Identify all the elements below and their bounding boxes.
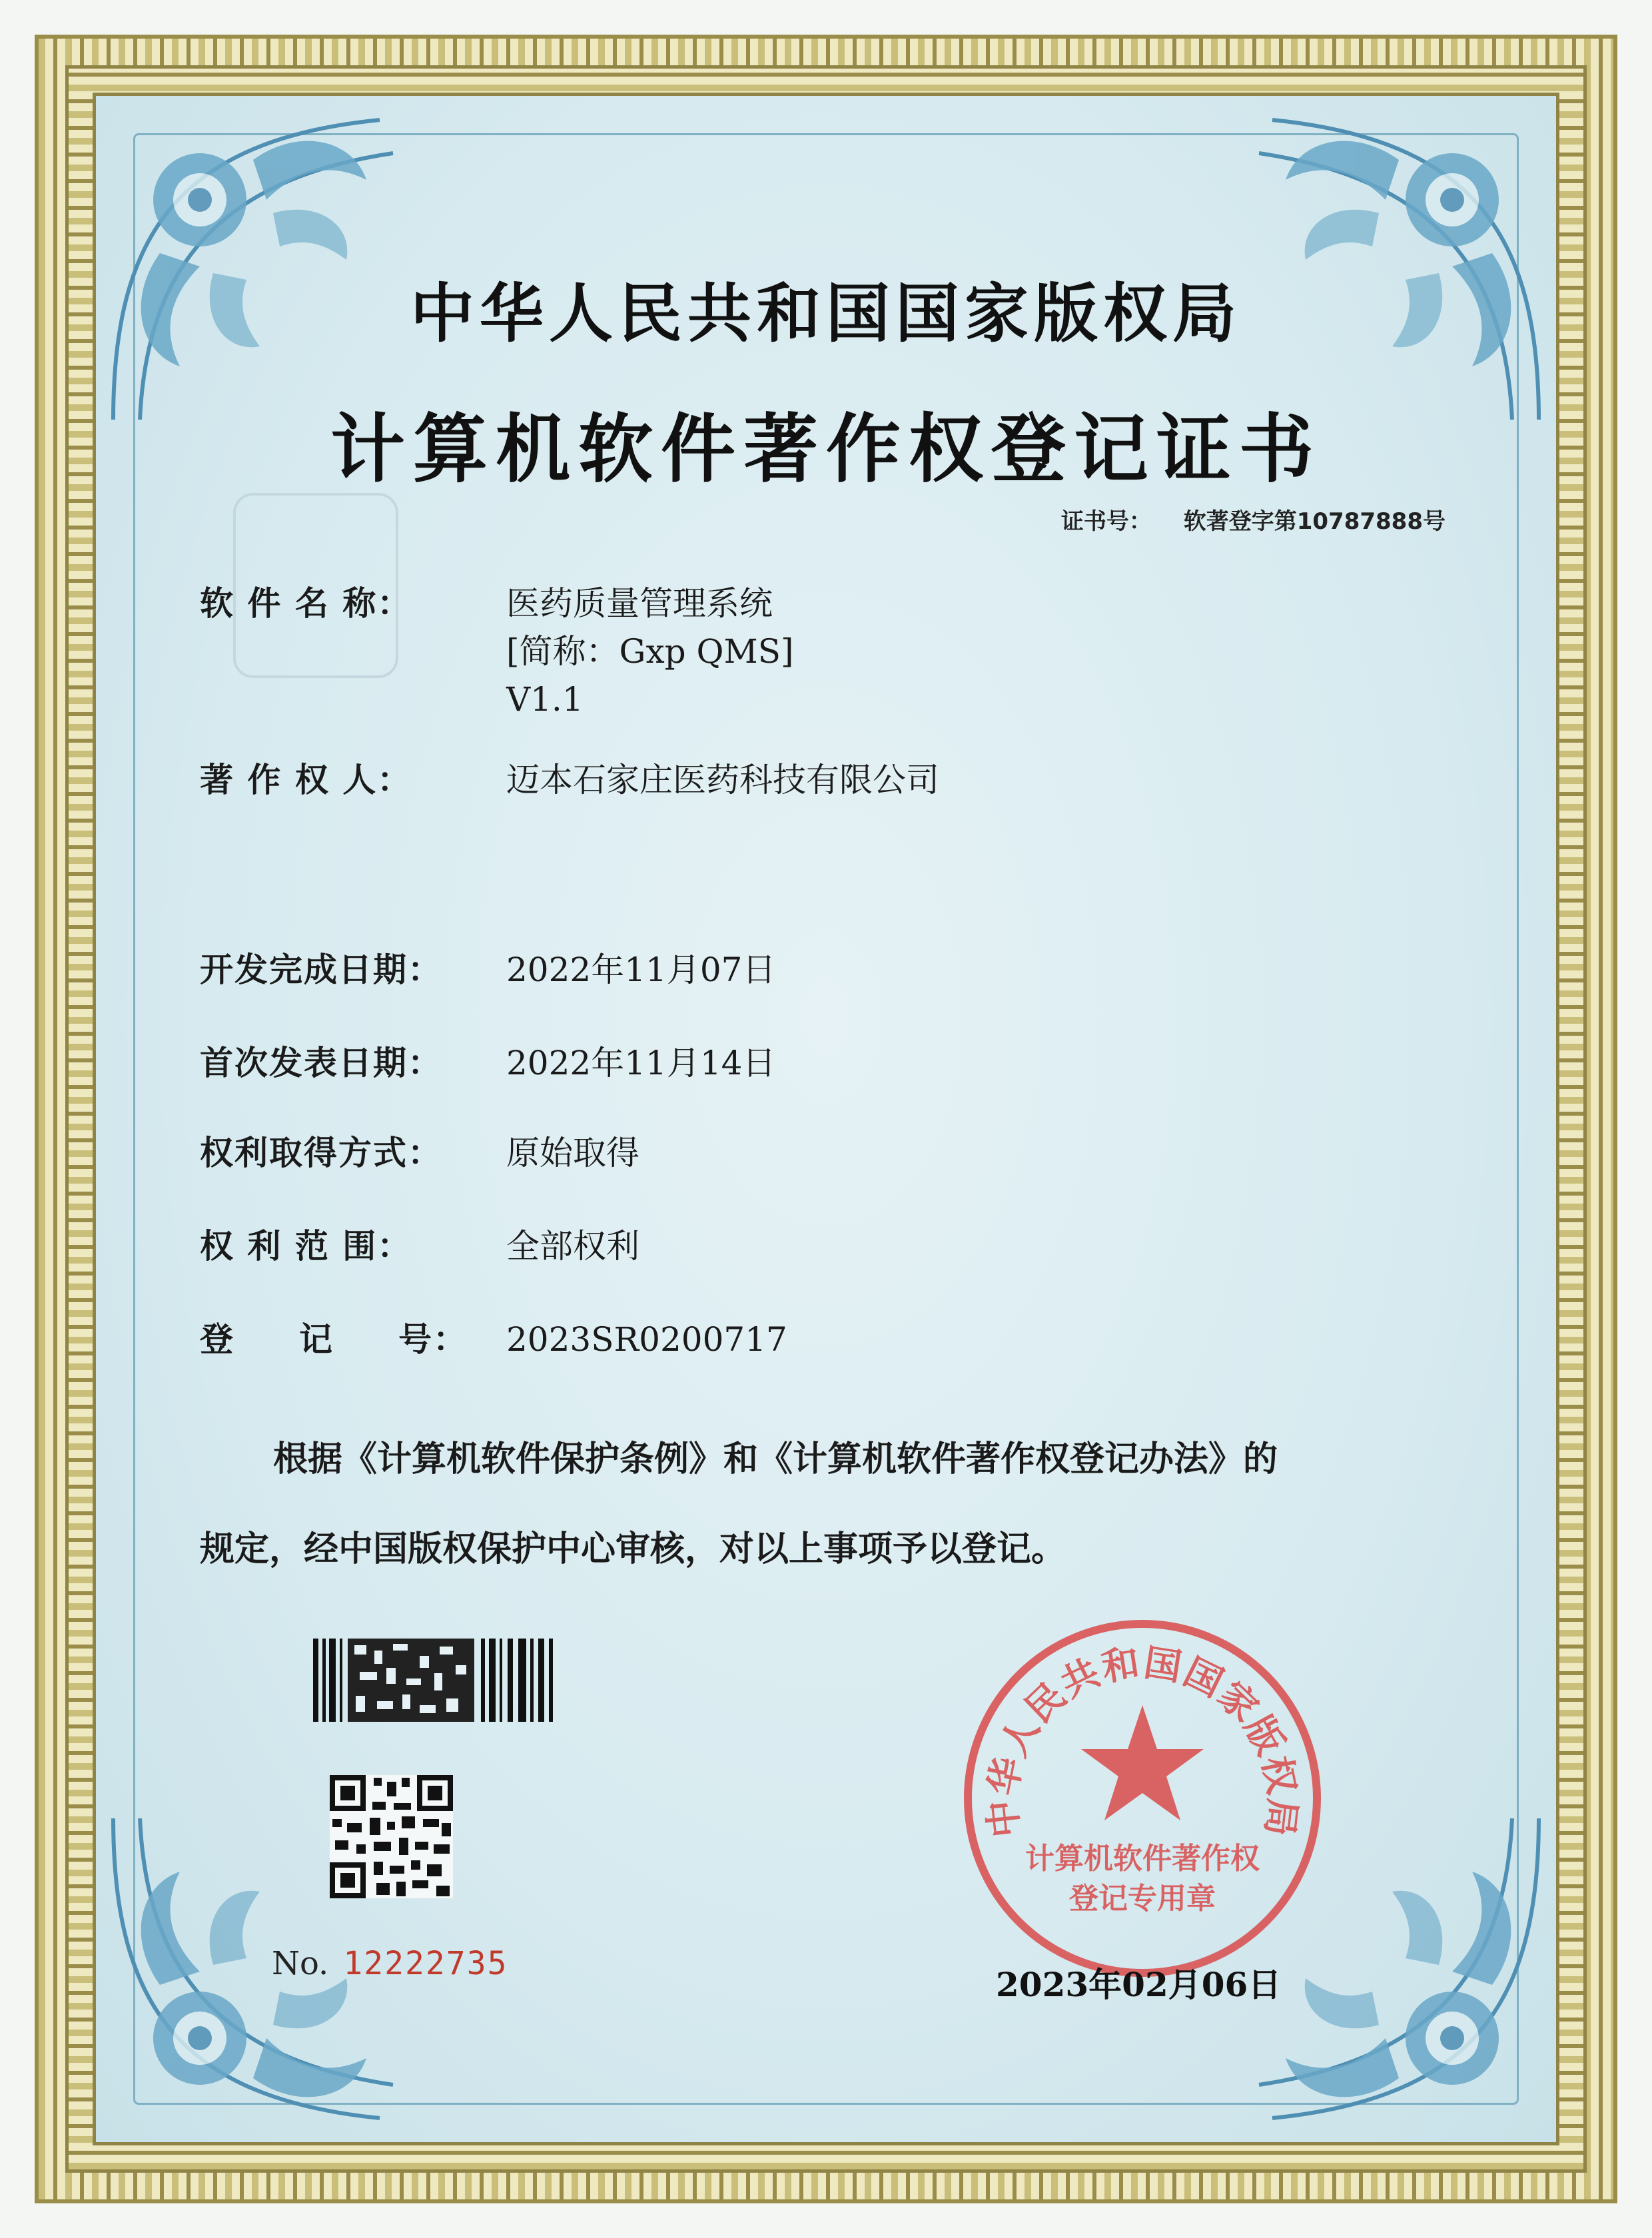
field-first-publish-date — [200, 1039, 776, 1087]
field-value: 2022年11月14日 — [506, 1044, 776, 1082]
field-completion-date — [200, 946, 776, 994]
field-label: 著 作 权 人： — [200, 761, 412, 799]
field-label: 首次发表日期： — [200, 1044, 442, 1082]
certificate-number — [1061, 503, 1446, 536]
field-label: 登 记 号： — [200, 1320, 468, 1359]
seal-inner-text-2: 登记专用章 — [1069, 1882, 1216, 1916]
certificate-number-value: 软著登字第10787888号 — [1183, 508, 1446, 535]
seal-inner-text-1: 计算机软件著作权 — [1025, 1842, 1260, 1876]
field-value: 原始取得 — [506, 1134, 639, 1172]
serial-number-label: No. — [272, 1945, 329, 1982]
field-value: 迈本石家庄医药科技有限公司 — [506, 761, 939, 799]
issue-date: 2023年02月06日 — [996, 1965, 1282, 2004]
software-version-line: V1.1 — [506, 680, 584, 719]
field-rights-scope — [200, 1222, 639, 1270]
field-acquisition-method — [200, 1129, 639, 1177]
serial-number — [272, 1945, 508, 1982]
statement-line-2: 规定，经中国版权保护中心审核，对以上事项予以登记。 — [200, 1529, 1066, 1569]
field-label: 软 件 名 称： — [200, 584, 412, 623]
issuing-authority: 中华人民共和国国家版权局 — [410, 276, 1242, 351]
certificate-number-label: 证书号： — [1060, 508, 1152, 535]
field-value: 2022年11月07日 — [506, 950, 776, 989]
statement-line-1: 根据《计算机软件保护条例》和《计算机软件著作权登记办法》的 — [273, 1439, 1278, 1479]
software-abbreviation-line: [简称：Gxp QMS] — [506, 632, 794, 671]
certificate-title: 计算机软件著作权登记证书 — [330, 406, 1322, 493]
field-value: 全部权利 — [506, 1227, 639, 1266]
field-value — [506, 579, 794, 723]
field-registration-number — [200, 1315, 787, 1363]
barcode-icon — [313, 1639, 556, 1722]
official-seal-stamp-icon — [956, 1612, 1329, 1985]
field-software-name — [200, 579, 794, 723]
field-label: 开发完成日期： — [200, 950, 442, 989]
field-label: 权利取得方式： — [200, 1134, 442, 1172]
field-copyright-owner — [200, 756, 939, 804]
qr-code-icon — [330, 1775, 453, 1898]
field-label: 权 利 范 围： — [200, 1227, 412, 1266]
seal-outer-text: 中华人民共和国国家版权局 — [981, 1641, 1304, 1840]
software-name-line: 医药质量管理系统 — [506, 584, 773, 623]
field-value: 2023SR0200717 — [506, 1320, 787, 1359]
serial-number-value: 12222735 — [343, 1945, 508, 1982]
